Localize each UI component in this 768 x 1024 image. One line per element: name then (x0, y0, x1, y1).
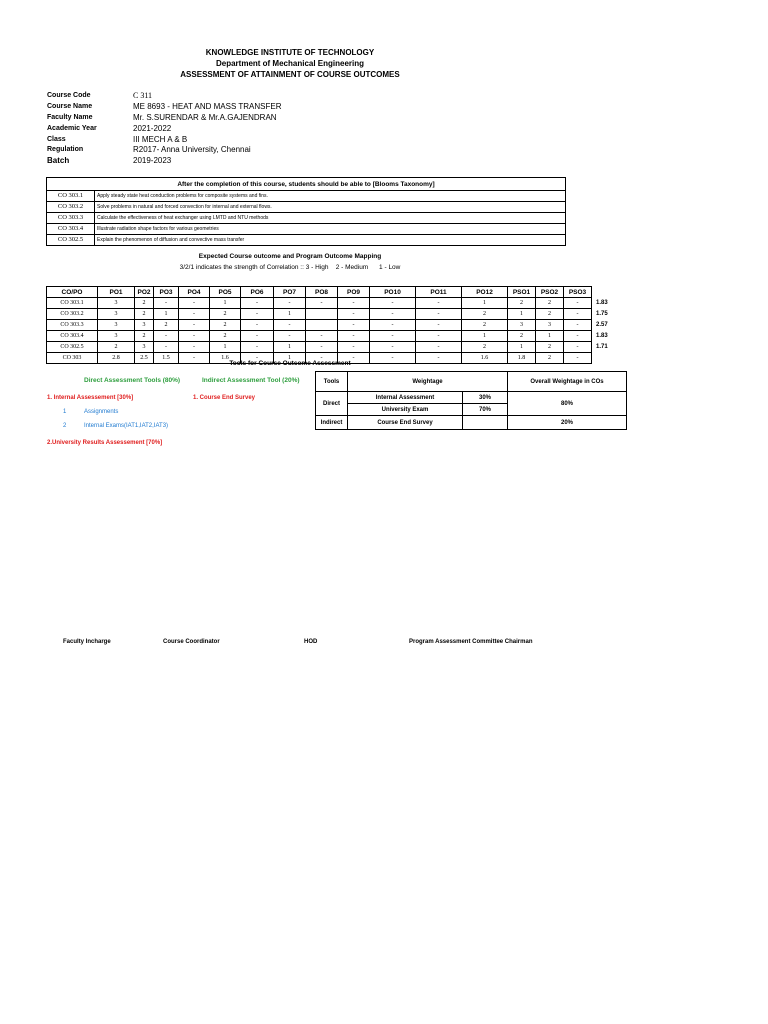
survey-percent (463, 416, 508, 430)
mapping-cell: - (274, 298, 306, 309)
mapping-cell: - (179, 320, 210, 331)
mapping-header-cell: PO4 (179, 287, 210, 298)
co-average: 2.57 (592, 320, 627, 331)
mapping-cell: - (306, 342, 338, 353)
course-coordinator-signature: Course Coordinator (163, 639, 220, 645)
table-row (47, 235, 566, 246)
table-row (47, 191, 566, 202)
mapping-header-cell: PO11 (416, 287, 462, 298)
mapping-cell: 1 (274, 342, 306, 353)
course-name-value: ME 8693 - HEAT AND MASS TRANSFER (133, 102, 282, 111)
mapping-cell: 1 (508, 342, 536, 353)
mapping-cell: 1 (462, 331, 508, 342)
table-row (47, 213, 566, 224)
mapping-cell: 1 (154, 309, 179, 320)
co-text: Solve problems in natural and forced convection for internal and external flows. (95, 202, 566, 213)
mapping-cell: 2 (462, 320, 508, 331)
university-results-label: 2.University Results Assessement [70%] (47, 440, 163, 446)
mapping-cell: 3 (98, 320, 135, 331)
mapping-cell: - (338, 342, 370, 353)
class-value: III MECH A & B (133, 135, 188, 144)
mapping-cell: - (274, 320, 306, 331)
co-average (592, 353, 627, 364)
mapping-header-cell: PO9 (338, 287, 370, 298)
mapping-cell: 1 (274, 309, 306, 320)
co-id: CO 302.5 (47, 342, 98, 353)
co-average: 1.75 (592, 309, 627, 320)
co-id: CO 303.1 (47, 298, 98, 309)
table-row (47, 331, 627, 342)
course-outcomes-table (46, 177, 566, 246)
mapping-cell: - (416, 331, 462, 342)
mapping-cell: 2 (210, 320, 241, 331)
table-row (47, 309, 627, 320)
document-title: ASSESSMENT OF ATTAINMENT OF COURSE OUTCOMES (180, 70, 400, 79)
co-id: CO 303.4 (47, 331, 98, 342)
co-average: 1.71 (592, 342, 627, 353)
university-exam-cell: University Exam (348, 404, 463, 416)
mapping-cell: 2 (135, 298, 154, 309)
hod-signature: HOD (304, 639, 318, 645)
mapping-cell: 1 (274, 353, 306, 364)
co-text: Explain the phenomenon of diffusion and convective mass transfer (95, 235, 566, 246)
weightage-table (315, 371, 627, 430)
indirect-tools-heading: Indirect Assessment Tool (20%) (202, 377, 300, 384)
mapping-cell: 1.6 (210, 353, 241, 364)
mapping-cell: - (179, 309, 210, 320)
table-row (47, 298, 627, 309)
mapping-cell: - (306, 353, 338, 364)
mapping-cell: 2 (536, 353, 564, 364)
item-number: 1 (63, 409, 67, 415)
mapping-cell: - (154, 342, 179, 353)
mapping-cell: - (274, 331, 306, 342)
mapping-cell: 2 (508, 298, 536, 309)
course-code-label: Course Code (47, 92, 91, 99)
mapping-cell: - (416, 342, 462, 353)
internal-assessment-label: 1. Internal Assessement [30%] (47, 395, 134, 401)
mapping-cell: - (416, 353, 462, 364)
mapping-cell: - (370, 331, 416, 342)
department-name: Department of Mechanical Engineering (215, 59, 365, 68)
mapping-cell: 1 (508, 309, 536, 320)
mapping-cell: - (154, 331, 179, 342)
mapping-header-cell: PO3 (154, 287, 179, 298)
co-id: CO 303.1 (47, 191, 95, 202)
mapping-cell: - (564, 309, 592, 320)
course-end-survey-cell: Course End Survey (348, 416, 463, 430)
mapping-cell: - (564, 320, 592, 331)
mapping-cell: 2 (462, 309, 508, 320)
mapping-cell: 1 (536, 331, 564, 342)
table-row (47, 320, 627, 331)
mapping-cell: 3 (135, 342, 154, 353)
mapping-header-cell: CO/PO (47, 287, 98, 298)
course-end-survey-label: 1. Course End Survey (193, 395, 256, 401)
academic-year-value: 2021-2022 (133, 124, 172, 133)
mapping-cell: 3 (98, 309, 135, 320)
mapping-cell: 3 (135, 320, 154, 331)
mapping-cell: - (241, 331, 274, 342)
mapping-cell: - (338, 331, 370, 342)
co-id: CO 303.3 (47, 320, 98, 331)
mapping-cell: 2 (98, 342, 135, 353)
university-percent: 70% (463, 404, 508, 416)
mapping-header-cell: PSO2 (536, 287, 564, 298)
mapping-cell: 2.5 (135, 353, 154, 364)
mapping-cell: 2 (154, 320, 179, 331)
class-label: Class (47, 136, 66, 143)
committee-chairman-signature: Program Assessment Committee Chairman (409, 639, 533, 645)
mapping-cell: - (338, 309, 370, 320)
mapping-cell: 3 (98, 331, 135, 342)
table-row (47, 342, 627, 353)
internal-percent: 30% (463, 392, 508, 404)
mapping-cell: 2 (210, 331, 241, 342)
faculty-name-label: Faculty Name (47, 114, 93, 121)
weightage-header: Weightage (348, 372, 508, 392)
mapping-cell: 2 (536, 342, 564, 353)
table-row (47, 202, 566, 213)
mapping-subtitle: 3/2/1 indicates the strength of Correlation :: 3 - High 2 - Medium 1 - Low (179, 264, 401, 271)
mapping-header-cell: PO12 (462, 287, 508, 298)
mapping-cell: - (370, 320, 416, 331)
mapping-header-cell: PSO1 (508, 287, 536, 298)
mapping-cell: 2 (536, 309, 564, 320)
mapping-cell: - (416, 309, 462, 320)
mapping-cell: 1 (462, 298, 508, 309)
mapping-cell: - (154, 298, 179, 309)
mapping-cell: - (564, 331, 592, 342)
co-id: CO 303.4 (47, 224, 95, 235)
mapping-cell: 3 (536, 320, 564, 331)
item-number: 2 (63, 423, 67, 429)
mapping-cell: - (564, 298, 592, 309)
mapping-cell: - (338, 298, 370, 309)
co-id: CO 303.3 (47, 213, 95, 224)
mapping-cell: - (370, 298, 416, 309)
mapping-cell: - (416, 298, 462, 309)
mapping-cell: - (241, 309, 274, 320)
direct-tools-heading: Direct Assessment Tools (80%) (84, 377, 181, 384)
co-id: CO 303.2 (47, 309, 98, 320)
mapping-cell (306, 320, 338, 331)
mapping-cell: - (241, 342, 274, 353)
mapping-cell: 2 (462, 342, 508, 353)
mapping-title: Expected Course outcome and Program Outcome Mapping (198, 253, 382, 260)
mapping-header-cell: PO2 (135, 287, 154, 298)
mapping-cell (306, 309, 338, 320)
mapping-cell: - (338, 353, 370, 364)
mapping-cell: - (416, 320, 462, 331)
mapping-cell: - (179, 353, 210, 364)
mapping-cell: - (306, 298, 338, 309)
mapping-cell: 1 (210, 342, 241, 353)
mapping-cell: - (370, 353, 416, 364)
mapping-cell: - (179, 298, 210, 309)
mapping-header-cell: PO8 (306, 287, 338, 298)
direct-overall: 80% (508, 392, 627, 416)
co-text: Calculate the effectiveness of heat exchanger using LMTD and NTU methods (95, 213, 566, 224)
co-text: Illustrate radiation shape factors for various geometries (95, 224, 566, 235)
co-average: 1.83 (592, 298, 627, 309)
mapping-cell: - (306, 331, 338, 342)
mapping-cell: - (241, 320, 274, 331)
academic-year-label: Academic Year (47, 125, 97, 132)
indirect-overall: 20% (508, 416, 627, 430)
faculty-name-value: Mr. S.SURENDAR & Mr.A.GAJENDRAN (133, 113, 277, 122)
faculty-incharge-signature: Faculty Incharge (63, 639, 111, 645)
co-id: CO 303.2 (47, 202, 95, 213)
mapping-cell: 3 (508, 320, 536, 331)
co-average: 1.83 (592, 331, 627, 342)
mapping-cell: 2 (536, 298, 564, 309)
tools-header: Tools (316, 372, 348, 392)
direct-label: Direct (316, 392, 348, 416)
co-id: CO 303 (47, 353, 98, 364)
course-name-label: Course Name (47, 103, 93, 110)
mapping-cell: - (370, 342, 416, 353)
co-po-mapping-table (46, 286, 626, 364)
mapping-header-cell: PO6 (241, 287, 274, 298)
mapping-header-cell: PO10 (370, 287, 416, 298)
course-code-value: C 311 (133, 91, 153, 100)
mapping-cell: 1 (210, 298, 241, 309)
regulation-label: Regulation (47, 146, 84, 153)
mapping-cell: - (241, 353, 274, 364)
regulation-value: R2017- Anna University, Chennai (133, 145, 251, 154)
mapping-cell: - (179, 331, 210, 342)
co-text: Apply steady state heat conduction problems for composite systems and fins. (95, 191, 566, 202)
table-row (47, 224, 566, 235)
mapping-header-cell: PO7 (274, 287, 306, 298)
mapping-cell: - (338, 320, 370, 331)
batch-label: Batch (47, 156, 70, 165)
indirect-label: Indirect (316, 416, 348, 430)
mapping-cell: 1.5 (154, 353, 179, 364)
mapping-cell: - (241, 298, 274, 309)
internal-assessment-cell: Internal Assessment (348, 392, 463, 404)
mapping-header-cell: PO5 (210, 287, 241, 298)
mapping-cell: 2 (135, 331, 154, 342)
mapping-header-cell: PSO3 (564, 287, 592, 298)
mapping-cell: 3 (98, 298, 135, 309)
mapping-cell: 1.6 (462, 353, 508, 364)
institute-name: KNOWLEDGE INSTITUTE OF TECHNOLOGY (205, 48, 375, 57)
mapping-header-cell: PO1 (98, 287, 135, 298)
mapping-cell: - (179, 342, 210, 353)
mapping-cell: 2.8 (98, 353, 135, 364)
mapping-cell: 2 (135, 309, 154, 320)
internal-exams-label: Internal Exams(IAT1,IAT2,IAT3) (84, 423, 169, 429)
batch-value: 2019-2023 (133, 156, 172, 165)
outcomes-heading: After the completion of this course, students should be able to [Blooms Taxonomy] (47, 178, 566, 191)
mapping-cell: 2 (508, 331, 536, 342)
mapping-header-row (47, 287, 627, 298)
mapping-cell: 1.8 (508, 353, 536, 364)
co-id: CO 302.5 (47, 235, 95, 246)
assignments-label: Assignments (84, 409, 119, 415)
overall-header: Overall Weightage in COs (508, 372, 627, 392)
mapping-cell: 2 (210, 309, 241, 320)
mapping-cell: - (564, 342, 592, 353)
mapping-cell: - (564, 353, 592, 364)
mapping-cell: - (370, 309, 416, 320)
tools-title: Tools for Course Outcome Assessment (229, 360, 351, 367)
